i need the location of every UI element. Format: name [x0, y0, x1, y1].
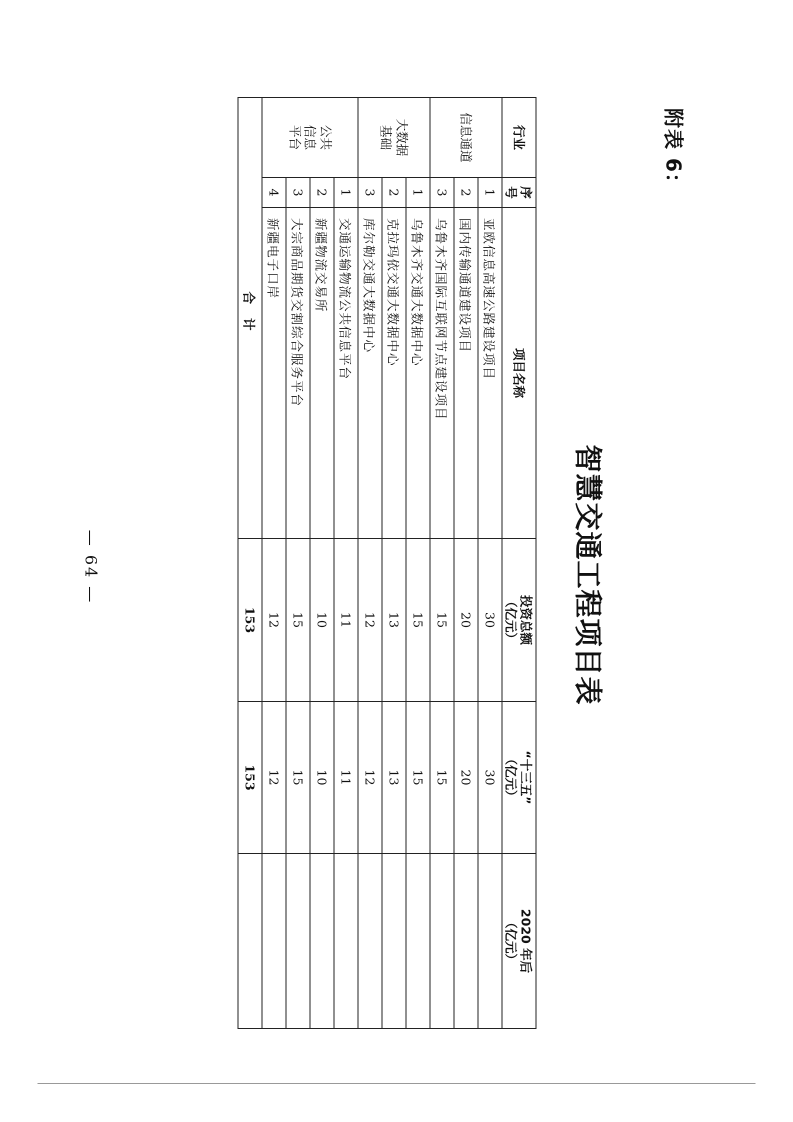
plan-total-cell: 153	[238, 702, 262, 854]
industry-cell: 大数据 基础	[358, 98, 430, 178]
plan-cell: 20	[454, 702, 478, 854]
plan-cell: 30	[478, 702, 502, 854]
table-row	[430, 98, 454, 1029]
header-industry: 行业	[502, 98, 536, 178]
name-cell: 乌鲁木齐国际互联网节点建设项目	[430, 208, 454, 539]
name-cell: 新疆物流交易所	[310, 208, 334, 539]
seq-cell: 2	[382, 178, 406, 208]
plan-cell: 12	[262, 702, 286, 854]
attachment-label: 附表 6：	[661, 108, 685, 194]
after-total-cell	[238, 854, 262, 1029]
total-cell: 15	[430, 539, 454, 702]
total-cell: 15	[286, 539, 310, 702]
name-cell: 国内传输通道建设项目	[454, 208, 478, 539]
seq-cell: 2	[310, 178, 334, 208]
total-cell: 15	[406, 539, 430, 702]
grand-total-cell: 153	[238, 539, 262, 702]
plan-cell: 15	[430, 702, 454, 854]
total-cell: 20	[454, 539, 478, 702]
table-row	[358, 98, 382, 1029]
table-row	[382, 98, 406, 1029]
total-label: 合计	[238, 98, 262, 539]
seq-cell: 1	[334, 178, 358, 208]
name-cell: 克拉玛依交通大数据中心	[382, 208, 406, 539]
seq-cell: 3	[358, 178, 382, 208]
seq-cell: 1	[478, 178, 502, 208]
header-after: 2020 年后 （亿元）	[502, 854, 536, 1029]
page-number: — 64 —	[81, 529, 100, 605]
total-cell: 10	[310, 539, 334, 702]
header-plan: “十三五” （亿元）	[502, 702, 536, 854]
plan-cell: 10	[310, 702, 334, 854]
seq-cell: 2	[454, 178, 478, 208]
after-cell	[478, 854, 502, 1029]
industry-cell: 信息通道	[430, 98, 502, 178]
table-header-row	[502, 98, 536, 1029]
table-row	[310, 98, 334, 1029]
after-cell	[454, 854, 478, 1029]
name-cell: 亚欧信息高速公路建设项目	[478, 208, 502, 539]
after-cell	[334, 854, 358, 1029]
table-row	[454, 98, 478, 1029]
name-cell: 新疆电子口岸	[262, 208, 286, 539]
plan-cell: 12	[358, 702, 382, 854]
after-cell	[286, 854, 310, 1029]
industry-cell: 公共 信息 平台	[262, 98, 358, 178]
name-cell: 库尔勒交通大数据中心	[358, 208, 382, 539]
seq-cell: 4	[262, 178, 286, 208]
table-row	[286, 98, 310, 1029]
project-table	[237, 97, 536, 1029]
name-cell: 交通运输物流公共信息平台	[334, 208, 358, 539]
total-row	[238, 98, 262, 1029]
plan-cell: 13	[382, 702, 406, 854]
after-cell	[382, 854, 406, 1029]
total-cell: 13	[382, 539, 406, 702]
after-cell	[358, 854, 382, 1029]
after-cell	[430, 854, 454, 1029]
table-row	[406, 98, 430, 1029]
name-cell: 乌鲁木齐交通大数据中心	[406, 208, 430, 539]
plan-cell: 15	[286, 702, 310, 854]
total-cell: 12	[262, 539, 286, 702]
header-name: 项目名称	[502, 208, 536, 539]
table-row	[334, 98, 358, 1029]
page-title: 智慧交通工程项目表	[571, 444, 604, 706]
total-cell: 30	[478, 539, 502, 702]
seq-cell: 3	[286, 178, 310, 208]
total-cell: 11	[334, 539, 358, 702]
plan-cell: 11	[334, 702, 358, 854]
seq-cell: 1	[406, 178, 430, 208]
seq-cell: 3	[430, 178, 454, 208]
table-row	[478, 98, 502, 1029]
header-seq: 序 号	[502, 178, 536, 208]
plan-cell: 15	[406, 702, 430, 854]
footer-divider	[37, 1083, 755, 1084]
table-row	[262, 98, 286, 1029]
name-cell: 大宗商品期货交割综合服务平台	[286, 208, 310, 539]
header-total: 投资总额 （亿元）	[502, 539, 536, 702]
after-cell	[262, 854, 286, 1029]
after-cell	[406, 854, 430, 1029]
after-cell	[310, 854, 334, 1029]
total-cell: 12	[358, 539, 382, 702]
